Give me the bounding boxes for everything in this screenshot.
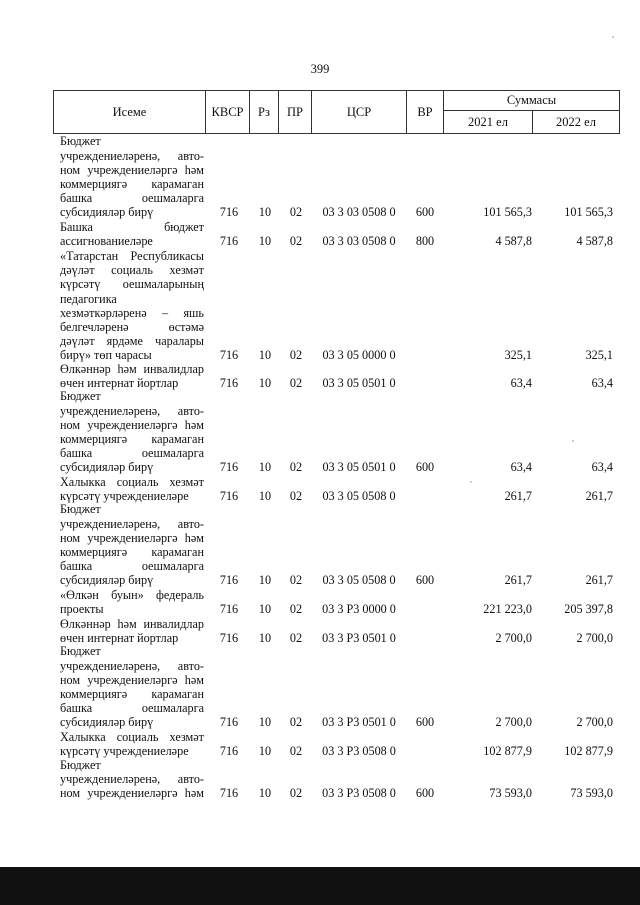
header-pr: ПР (287, 104, 303, 119)
header-year-2022: 2022 ел (556, 114, 596, 129)
row-csr: 03 3 03 0508 0 (322, 204, 396, 219)
row-pr: 02 (289, 630, 303, 645)
row-rz: 10 (258, 347, 272, 362)
row-sum-2021: 63,4 (510, 459, 532, 474)
row-name-line: учреждениеләренә, авто- (60, 771, 204, 786)
row-name-line: Бюджет (60, 389, 101, 404)
row-kvsr: 716 (219, 204, 239, 219)
row-name-line: ном учреждениеләргә һәм (60, 417, 204, 432)
row-sum-2022: 63,4 (591, 375, 613, 390)
row-kvsr: 716 (219, 488, 239, 503)
row-name-line: башка оешмаларга (60, 558, 204, 573)
row-name-line: дәүләт социаль хезмәт (60, 263, 204, 278)
header-kvsr: КВСР (211, 104, 244, 119)
row-csr: 03 3 P3 0501 0 (322, 630, 396, 645)
row-rz: 10 (258, 459, 272, 474)
row-sum-2021: 101 565,3 (483, 204, 532, 219)
row-name-line: өчен интернат йортлар (60, 630, 179, 645)
row-sum-2022: 261,7 (585, 488, 613, 503)
row-name-line: субсидияләр бирү (60, 459, 154, 474)
row-sum-2022: 2 700,0 (576, 630, 613, 645)
row-pr: 02 (289, 233, 303, 248)
page-number: 399 (310, 62, 330, 76)
row-rz: 10 (258, 714, 272, 729)
row-name-line: күрсәтү учреждениеләре (60, 743, 189, 758)
row-kvsr: 716 (219, 347, 239, 362)
header-vr: ВР (417, 104, 433, 119)
row-name-line: проекты (60, 601, 104, 616)
row-vr: 800 (415, 233, 435, 248)
row-name-line: учреждениеләренә, авто- (60, 403, 204, 418)
row-rz: 10 (258, 601, 272, 616)
row-sum-2021: 102 877,9 (483, 743, 532, 758)
row-name-line: күрсәтү учреждениеләре (60, 488, 189, 503)
row-name-line: хезмәткәрләренә – яшь (60, 305, 204, 320)
row-kvsr: 716 (219, 714, 239, 729)
row-vr: 600 (415, 785, 435, 800)
row-csr: 03 3 03 0508 0 (322, 233, 396, 248)
row-name-line: «Татарстан Республикасы (60, 249, 204, 264)
row-name-line: «Өлкән буын» федераль (60, 587, 204, 602)
row-pr: 02 (289, 204, 303, 219)
row-csr: 03 3 05 0000 0 (322, 347, 396, 362)
scan-bottom-edge (0, 867, 640, 905)
row-name-line: педагогика (60, 291, 117, 306)
row-kvsr: 716 (219, 601, 239, 616)
row-sum-2022: 325,1 (585, 347, 613, 362)
row-sum-2022: 2 700,0 (576, 714, 613, 729)
row-name-line: учреждениеләренә, авто- (60, 658, 204, 673)
header-rz: Рз (258, 104, 270, 119)
row-name-line: ном учреждениеләргә һәм (60, 785, 204, 800)
row-kvsr: 716 (219, 743, 239, 758)
row-sum-2021: 2 700,0 (495, 714, 532, 729)
row-name-line: субсидияләр бирү (60, 714, 154, 729)
row-csr: 03 3 05 0501 0 (322, 459, 396, 474)
row-kvsr: 716 (219, 785, 239, 800)
row-sum-2022: 101 565,3 (564, 204, 613, 219)
header-name: Исеме (112, 104, 147, 119)
row-sum-2022: 63,4 (591, 459, 613, 474)
row-kvsr: 716 (219, 459, 239, 474)
row-name-line: Бюджет (60, 502, 101, 517)
row-name-line: Бюджет (60, 757, 101, 772)
row-name-line: Халыкка социаль хезмәт (60, 474, 204, 489)
row-rz: 10 (258, 743, 272, 758)
header-sums: Суммасы (506, 93, 557, 107)
row-name-line: башка оешмаларга (60, 445, 204, 460)
header-csr: ЦСР (346, 104, 372, 119)
row-kvsr: 716 (219, 630, 239, 645)
row-name-line: коммерциягә карамаган (60, 176, 204, 191)
row-rz: 10 (258, 572, 272, 587)
row-pr: 02 (289, 347, 303, 362)
row-sum-2022: 4 587,8 (576, 233, 613, 248)
row-rz: 10 (258, 233, 272, 248)
row-name-line: Өлкәннәр һәм инвалидлар (60, 616, 204, 631)
row-sum-2021: 2 700,0 (495, 630, 532, 645)
row-pr: 02 (289, 714, 303, 729)
row-vr: 600 (415, 204, 435, 219)
row-pr: 02 (289, 785, 303, 800)
row-name-line: дәүләт ярдәме чаралары (60, 333, 204, 348)
row-sum-2021: 63,4 (510, 375, 532, 390)
row-pr: 02 (289, 601, 303, 616)
row-pr: 02 (289, 488, 303, 503)
row-vr: 600 (415, 714, 435, 729)
row-name-line: Халыкка социаль хезмәт (60, 729, 204, 744)
row-pr: 02 (289, 459, 303, 474)
row-rz: 10 (258, 375, 272, 390)
row-name-line: ассигнованиеләре (60, 233, 153, 248)
scan-speck (470, 481, 472, 483)
row-csr: 03 3 P3 0508 0 (322, 743, 396, 758)
row-sum-2021: 261,7 (504, 488, 532, 503)
row-name-line: субсидияләр бирү (60, 204, 154, 219)
row-name-line: өчен интернат йортлар (60, 375, 179, 390)
row-sum-2022: 102 877,9 (564, 743, 613, 758)
row-name-line: күрсәтү оешмаларының (60, 277, 204, 292)
row-name-line: Бюджет (60, 644, 101, 659)
row-sum-2022: 261,7 (585, 572, 613, 587)
row-name-line: Өлкәннәр һәм инвалидлар (60, 361, 204, 376)
row-sum-2022: 73 593,0 (570, 785, 613, 800)
row-name-line: ном учреждениеләргә һәм (60, 672, 204, 687)
row-pr: 02 (289, 375, 303, 390)
row-name-line: белгечләренә өстәмә (60, 319, 204, 334)
row-name-line: коммерциягә карамаган (60, 544, 204, 559)
row-csr: 03 3 05 0508 0 (322, 572, 396, 587)
row-name-line: ном учреждениеләргә һәм (60, 162, 204, 177)
row-csr: 03 3 P3 0000 0 (322, 601, 396, 616)
row-sum-2021: 325,1 (504, 347, 532, 362)
row-sum-2022: 205 397,8 (564, 601, 613, 616)
header-year-2021: 2021 ел (468, 114, 508, 129)
row-sum-2021: 221 223,0 (483, 601, 532, 616)
row-vr: 600 (415, 572, 435, 587)
row-sum-2021: 73 593,0 (489, 785, 532, 800)
row-rz: 10 (258, 204, 272, 219)
row-name-line: Бюджет (60, 134, 101, 149)
row-name-line: ном учреждениеләргә һәм (60, 530, 204, 545)
scan-speck (572, 440, 574, 442)
row-name-line: субсидияләр бирү (60, 572, 154, 587)
row-sum-2021: 4 587,8 (495, 233, 532, 248)
row-csr: 03 3 05 0501 0 (322, 375, 396, 390)
row-name-line: башка оешмаларга (60, 700, 204, 715)
row-kvsr: 716 (219, 572, 239, 587)
row-name-line: коммерциягә карамаган (60, 431, 204, 446)
row-rz: 10 (258, 630, 272, 645)
row-csr: 03 3 P3 0501 0 (322, 714, 396, 729)
row-pr: 02 (289, 743, 303, 758)
row-sum-2021: 261,7 (504, 572, 532, 587)
row-name (60, 758, 204, 800)
row-csr: 03 3 05 0508 0 (322, 488, 396, 503)
row-csr: 03 3 P3 0508 0 (322, 785, 396, 800)
row-name-line: коммерциягә карамаган (60, 686, 204, 701)
scan-speck (612, 36, 614, 38)
row-name-line: башка оешмаларга (60, 190, 204, 205)
row-rz: 10 (258, 785, 272, 800)
row-name-line: учреждениеләренә, авто- (60, 516, 204, 531)
row-pr: 02 (289, 572, 303, 587)
row-name-line: Башка бюджет (60, 219, 204, 234)
row-rz: 10 (258, 488, 272, 503)
row-kvsr: 716 (219, 233, 239, 248)
row-name-line: учреждениеләренә, авто- (60, 148, 204, 163)
row-kvsr: 716 (219, 375, 239, 390)
row-name-line: бирү» төп чарасы (60, 347, 152, 362)
row-vr: 600 (415, 459, 435, 474)
